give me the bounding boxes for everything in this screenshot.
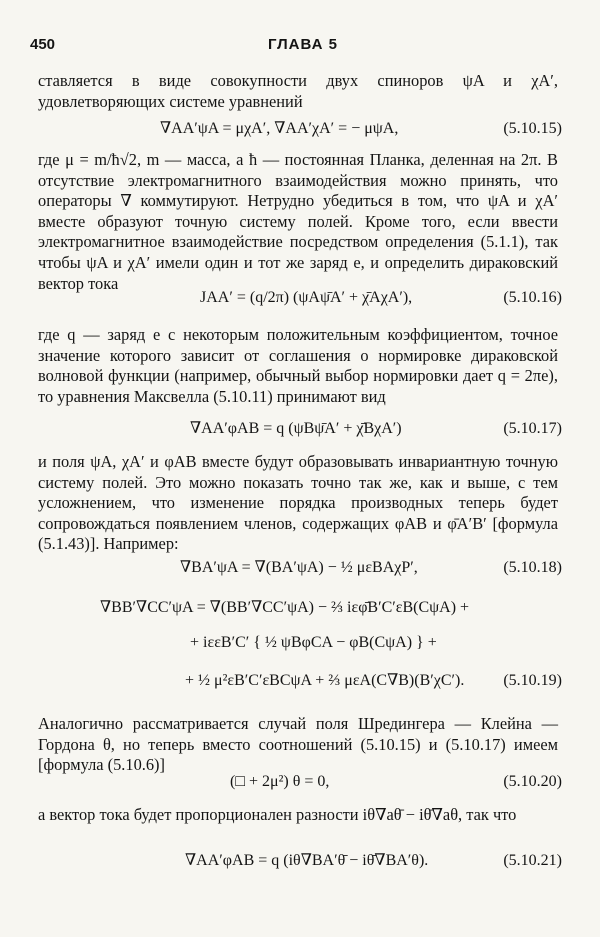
equation-number-5-10-20: (5.10.20) bbox=[503, 773, 562, 790]
equation-5-10-19-line-1: ∇BB′∇CC′ψA = ∇(BB′∇CC′ψA) − ⅔ iεφ̄B′C′εB(CψA) + bbox=[100, 599, 470, 616]
equation-5-10-21: ∇AA′φAB = q (iθ∇BA′θ̄ − iθ̄∇BA′θ). bbox=[185, 852, 429, 869]
equation-5-10-17: ∇AA′φAB = q (ψBψ̄A′ + χ̄BχA′) bbox=[190, 420, 402, 437]
equation-5-10-20: (□ + 2μ²) θ = 0, bbox=[230, 773, 330, 790]
equation-5-10-19-line-3: + ½ μ²εB′C′εBCψA + ⅔ μεA(C∇B)(B′χC′). bbox=[185, 672, 465, 689]
equation-5-10-19-line-2: + iεεB′C′ { ½ ψBφCA − φB(CψA) } + bbox=[190, 634, 437, 651]
paragraph-3: где q — заряд e с некоторым положительным коэффициентом, точное значение которого зависит от соглашения о нормировке дираковской волновой функции (например, обычный выбор нормировки дает q = 2πe), то уравнения Максвелла (5.10.11) принимают вид bbox=[38, 325, 558, 406]
equation-number-5-10-21: (5.10.21) bbox=[503, 852, 562, 869]
paragraph-1: ставляется в виде совокупности двух спиноров ψA и χA′, удовлетворяющих системе уравнений bbox=[38, 71, 558, 111]
paragraph-5: Аналогично рассматривается случай поля Шредингера — Клейна — Гордона θ, но теперь вместо соотношений (5.10.15) и (5.10.17) имеем [формула (5.10.6)] bbox=[38, 714, 558, 775]
paragraph-2: где μ = m/ħ√2, m — масса, а ħ — постоянная Планка, деленная на 2π. В отсутствие электромагнитного взаимодействия можно принять, что операторы ∇ коммутируют. Нетрудно убедиться в том, что ψA и χA′ вместе образуют точную систему полей. Кроме того, если ввести электромагнитное взаимодействие посредством определения (5.1.1), так чтобы ψA и χA′ имели один и тот же заряд e, и определить дираковский вектор тока bbox=[38, 150, 558, 293]
equation-number-5-10-16: (5.10.16) bbox=[503, 289, 562, 306]
equation-5-10-18: ∇BA′ψA = ∇(BA′ψA) − ½ μεBAχP′, bbox=[180, 559, 418, 576]
equation-number-5-10-15: (5.10.15) bbox=[503, 120, 562, 137]
equation-number-5-10-18: (5.10.18) bbox=[503, 559, 562, 576]
equation-5-10-15: ∇AA′ψA = μχA′, ∇AA′χA′ = − μψA, bbox=[160, 120, 399, 137]
equation-5-10-16: JAA′ = (q/2π) (ψAψ̄A′ + χ̄AχA′), bbox=[200, 289, 413, 306]
chapter-header: ГЛАВА 5 bbox=[268, 36, 338, 53]
paragraph-6: а вектор тока будет пропорционален разности iθ∇aθ̄ − iθ̄∇aθ, так что bbox=[38, 805, 517, 824]
equation-number-5-10-17: (5.10.17) bbox=[503, 420, 562, 437]
page-number: 450 bbox=[30, 36, 56, 53]
equation-number-5-10-19: (5.10.19) bbox=[503, 672, 562, 689]
paragraph-4: и поля ψA, χA′ и φAB вместе будут образовывать инвариантную точную систему полей. Это можно показать точно так же, как и выше, с тем усложнением, что изменение порядка производных теперь будет сопровождаться появлением членов, содержащих φAB и φ̄A′B′ [формула (5.1.43)]. Например: bbox=[38, 452, 558, 554]
